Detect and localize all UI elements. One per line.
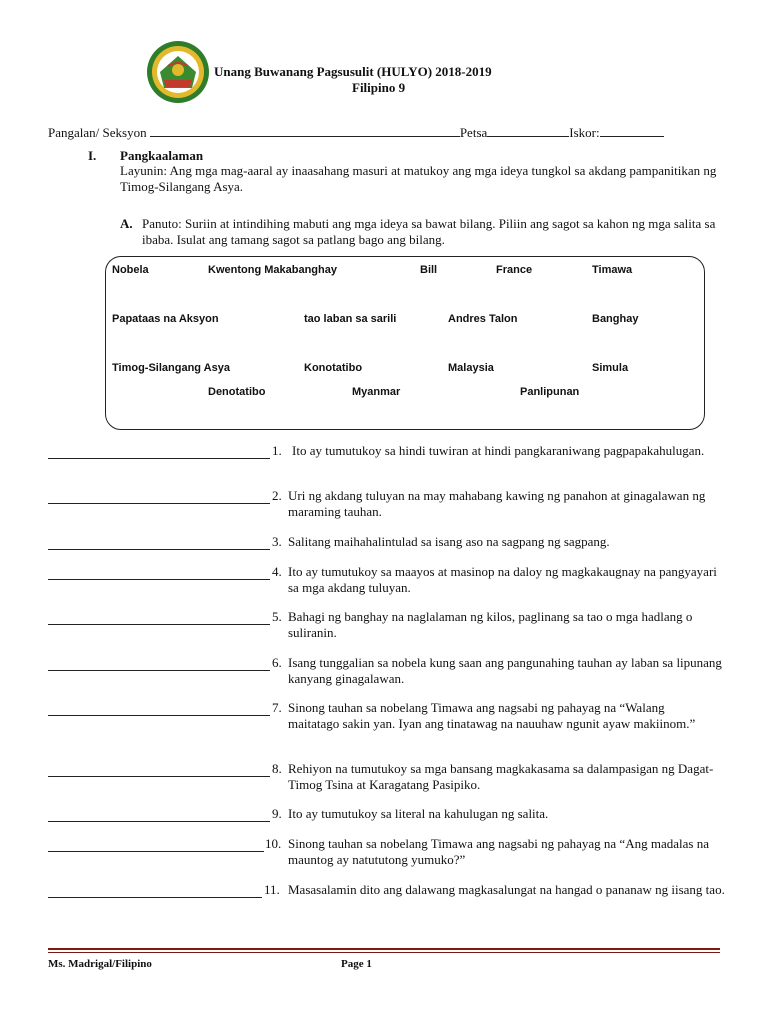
part-a-instructions: Panuto: Suriin at intindihing mabuti ang mga ideya sa bawat bilang. Piliin ang sagot sa kahon ng mga salita sa ibaba. Isulat ang tamang sagot sa patlang bago ang bilang. (142, 216, 716, 247)
question-text: Ito ay tumutukoy sa literal na kahulugan ng salita. (288, 806, 549, 821)
footer-rule-thin (48, 952, 720, 953)
question-number: 11. (264, 882, 280, 897)
question-number: 7. (272, 700, 282, 715)
question-text: Salitang maihahalintulad sa isang aso na sagpang ng sagpang. (288, 534, 610, 549)
question-number: 8. (272, 761, 282, 776)
question-text: Bahagi ng banghay na naglalaman ng kilos, paglinang sa tao o mga hadlang o suliranin. (288, 609, 693, 640)
question-number: 2. (272, 488, 282, 503)
exam-title: Unang Buwanang Pagsusulit (HULYO) 2018-2019 (214, 64, 492, 79)
word-bank-item: tao laban sa sarili (304, 313, 397, 325)
score-blank[interactable] (600, 125, 664, 137)
word-bank-item: Malaysia (448, 362, 494, 374)
footer-author: Ms. Madrigal/Filipino (48, 958, 152, 970)
word-bank-box (105, 256, 705, 430)
answer-blank-10[interactable] (48, 850, 264, 852)
answer-blank-3[interactable] (48, 548, 270, 550)
footer-rule (48, 948, 720, 950)
word-bank-item: Myanmar (352, 386, 401, 398)
answer-blank-8[interactable] (48, 775, 270, 777)
question-text: Ito ay tumutukoy sa maayos at masinop na daloy ng magkakaugnay na pangyayari sa mga akdang tuluyan. (288, 564, 717, 595)
word-bank-item: France (496, 264, 533, 276)
word-bank-item: Bill (420, 264, 438, 276)
word-bank-item: Denotatibo (208, 386, 266, 398)
word-bank-item: Konotatibo (304, 362, 363, 374)
answer-blank-6[interactable] (48, 669, 270, 671)
exam-subject: Filipino 9 (352, 80, 406, 95)
answer-blank-11[interactable] (48, 896, 262, 898)
question-text: Rehiyon na tumutukoy sa mga bansang magkakasama sa dalampasigan ng Dagat- Timog Tsina at Karagatang Pasipiko. (288, 761, 714, 792)
footer-page-number: Page 1 (341, 958, 372, 970)
word-bank-item: Papataas na Aksyon (112, 313, 219, 325)
question-text: Masasalamin dito ang dalawang magkasalungat na hangad o pananaw ng iisang tao. (288, 882, 725, 897)
question-text: Sinong tauhan sa nobelang Timawa ang nagsabi ng pahayag na “Ang madalas na mauntog ay natututong yumuko?” (288, 836, 709, 867)
section-objective: Layunin: Ang mga mag-aaral ay inaasahang masuri at matukoy ang mga ideya tungkol sa akdang pampanitikan ng Timog-Silangang Asya. (120, 163, 717, 194)
school-seal-logo (146, 40, 210, 104)
question-number: 1. (272, 443, 282, 458)
score-label: Iskor: (569, 125, 600, 140)
section-title: Pangkaalaman (120, 148, 204, 163)
question-number: 10. (265, 836, 282, 851)
word-bank-item: Nobela (112, 264, 149, 276)
date-label: Petsa (459, 125, 488, 140)
question-number: 6. (272, 655, 282, 670)
word-bank-item: Andres Talon (448, 313, 518, 325)
student-info-line (48, 125, 664, 141)
question-text: Isang tunggalian sa nobela kung saan ang pangunahing tauhan ay laban sa lipunang kanyang ginagalawan. (288, 655, 722, 686)
question-text: Sinong tauhan sa nobelang Timawa ang nagsabi ng pahayag na “Walang maitatago sakin yan. Iyan ang tinatawag na nauuhaw ngunit ayaw makiinom.” (288, 700, 696, 731)
date-blank[interactable] (487, 125, 569, 137)
word-bank-item: Timawa (592, 264, 633, 276)
answer-blank-7[interactable] (48, 714, 270, 716)
answer-blank-9[interactable] (48, 820, 270, 822)
answer-blank-2[interactable] (48, 502, 270, 504)
section-numeral: I. (88, 148, 97, 163)
answer-blank-5[interactable] (48, 623, 270, 625)
question-number: 4. (272, 564, 282, 579)
part-a-label: A. (120, 216, 133, 231)
word-bank-item: Simula (592, 362, 629, 374)
answer-blank-4[interactable] (48, 578, 270, 580)
question-number: 3. (272, 534, 282, 549)
word-bank-item: Kwentong Makabanghay (208, 264, 337, 276)
name-blank[interactable] (150, 125, 460, 137)
word-bank-item: Panlipunan (520, 386, 580, 398)
word-bank-item: Banghay (592, 313, 639, 325)
question-number: 5. (272, 609, 282, 624)
question-text: Ito ay tumutukoy sa hindi tuwiran at hindi pangkaraniwang pagpapakahulugan. (292, 443, 705, 458)
question-number: 9. (272, 806, 282, 821)
question-text: Uri ng akdang tuluyan na may mahabang kawing ng panahon at ginagalawan ng maraming tauhan. (288, 488, 706, 519)
word-bank-item: Timog-Silangang Asya (112, 362, 230, 374)
name-label: Pangalan/ Seksyon (48, 125, 147, 140)
answer-blank-1[interactable] (48, 457, 270, 459)
